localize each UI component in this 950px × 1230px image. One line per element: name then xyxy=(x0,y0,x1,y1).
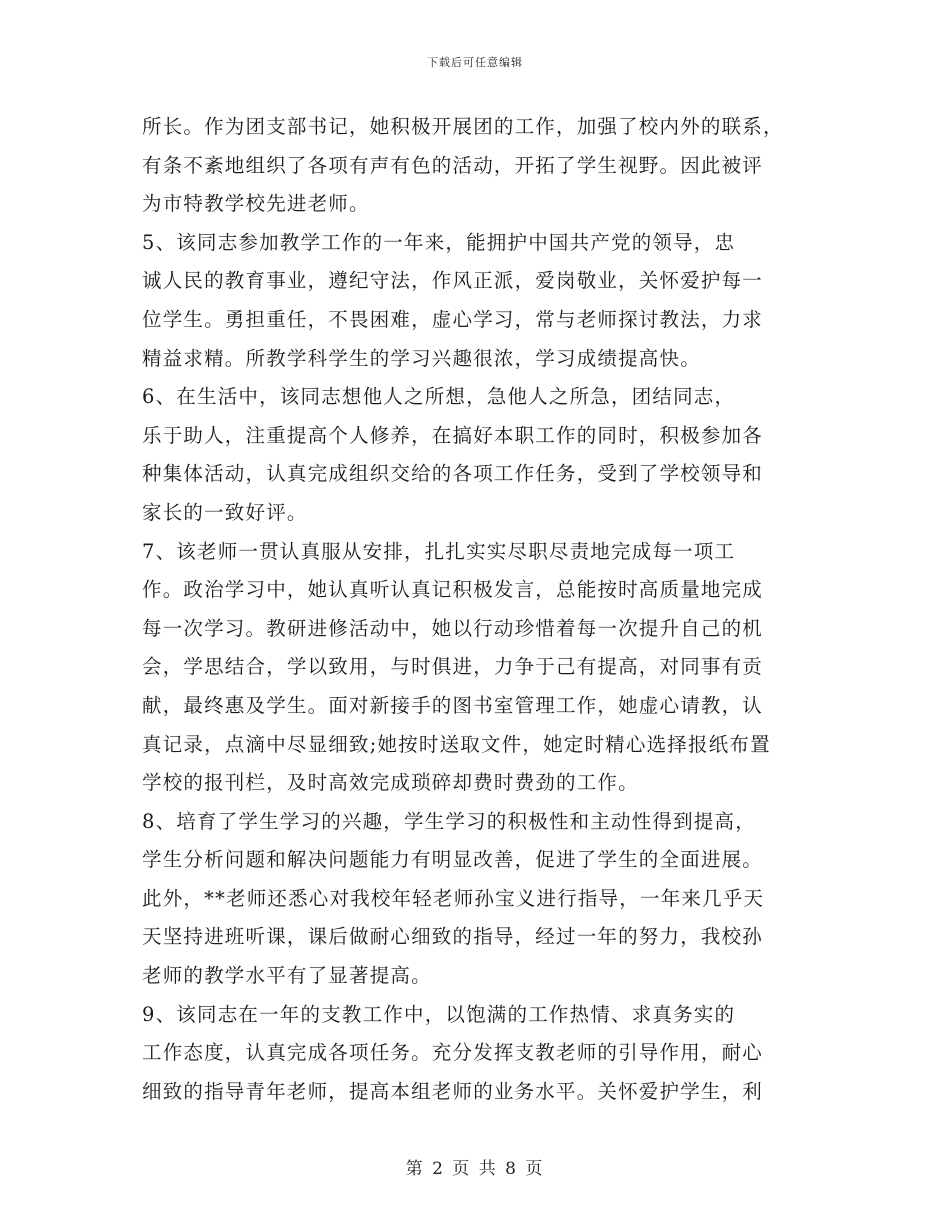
text-line-26: 细致的指导青年老师，提高本组老师的业务水平。关怀爱护学生，利 xyxy=(142,1079,764,1103)
text-line-13: 作。政治学习中，她认真听认真记积极发言，总能按时高质量地完成 xyxy=(142,578,764,602)
text-line-21: 此外，**老师还悉心对我校年轻老师孙宝义进行指导，一年来几乎天 xyxy=(142,886,765,910)
text-line-6: 位学生。勇担重任，不畏困难，虚心学习，常与老师探讨教法，力求 xyxy=(142,307,764,331)
text-line-7: 精益求精。所教学科学生的学习兴趣很浓，学习成绩提高快。 xyxy=(142,346,701,370)
text-line-1: 所长。作为团支部书记，她积极开展团的工作，加强了校内外的联系， xyxy=(142,115,784,138)
text-line-22: 天坚持进班听课，课后做耐心细致的指导，经过一年的努力，我校孙 xyxy=(142,925,764,949)
text-line-3: 为市特教学校先进老师。 xyxy=(142,192,370,216)
text-line-19: 8、培育了学生学习的兴趣，学生学习的积极性和主动性得到提高， xyxy=(142,809,756,833)
text-line-10: 种集体活动，认真完成组织交给的各项工作任务，受到了学校领导和 xyxy=(142,462,764,486)
text-line-16: 献，最终惠及学生。面对新接手的图书室管理工作，她虚心请教，认 xyxy=(142,693,764,717)
text-line-11: 家长的一致好评。 xyxy=(142,500,308,524)
page-footer: 第 2 页 共 8 页 xyxy=(405,1159,545,1179)
text-line-12: 7、该老师一贯认真服从安排，扎扎实实尽职尽责地完成每一项工 xyxy=(142,539,736,563)
text-line-24: 9、该同志在一年的支教工作中，以饱满的工作热情、求真务实的 xyxy=(142,1002,736,1026)
text-line-2: 有条不紊地组织了各项有声有色的活动，开拓了学生视野。因此被评 xyxy=(142,153,764,177)
document-body xyxy=(142,108,822,1111)
text-line-23: 老师的教学水平有了显著提高。 xyxy=(142,964,432,988)
text-line-4: 5、该同志参加教学工作的一年来，能拥护中国共产党的领导，忠 xyxy=(142,230,736,254)
text-line-15: 会，学思结合，学以致用，与时俱进，力争于己有提高，对同事有贡 xyxy=(142,655,764,679)
text-line-20: 学生分析问题和解决问题能力有明显改善，促进了学生的全面进展。 xyxy=(142,848,764,872)
text-line-25: 工作态度，认真完成各项任务。充分发挥支教老师的引导作用，耐心 xyxy=(142,1041,764,1065)
text-line-8: 6、在生活中，该同志想他人之所想，急他人之所急，团结同志， xyxy=(142,385,736,409)
text-line-18: 学校的报刊栏，及时高效完成琐碎却费时费劲的工作。 xyxy=(142,771,639,795)
text-line-14: 每一次学习。教研进修活动中，她以行动珍惜着每一次提升自己的机 xyxy=(142,616,764,640)
text-line-9: 乐于助人，注重提高个人修养，在搞好本职工作的同时，积极参加各 xyxy=(142,423,764,447)
text-line-5: 诚人民的教育事业，遵纪守法，作风正派，爱岗敬业，关怀爱护每一 xyxy=(142,269,764,293)
text-line-17: 真记录，点滴中尽显细致;她按时送取文件，她定时精心选择报纸布置 xyxy=(142,732,771,756)
page-header: 下载后可任意编辑 xyxy=(427,56,523,69)
